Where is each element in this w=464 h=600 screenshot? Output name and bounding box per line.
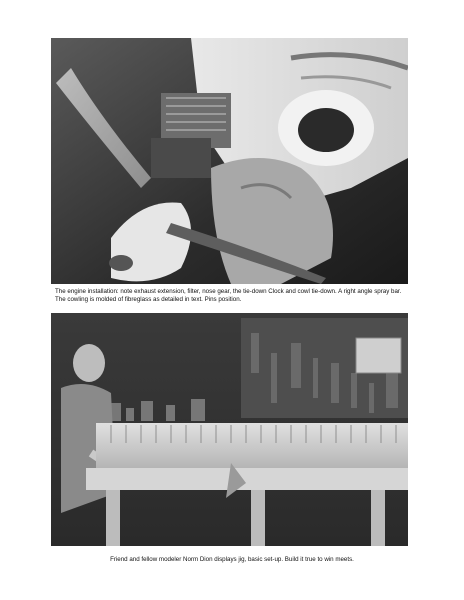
jig-photo (51, 313, 408, 546)
jig-photo-caption: Friend and fellow modeler Norm Dion displays jig, basic set-up. Build it true to win meets. (110, 556, 354, 563)
engine-photo-caption: The engine installation: note exhaust extension, filter, nose gear, the tie-down Clock and cowl tie-down. A right angle spray bar. The cowling is molded of fibreglass as detailed in text. Pins position. (55, 288, 402, 304)
engine-installation-photo (51, 38, 408, 284)
